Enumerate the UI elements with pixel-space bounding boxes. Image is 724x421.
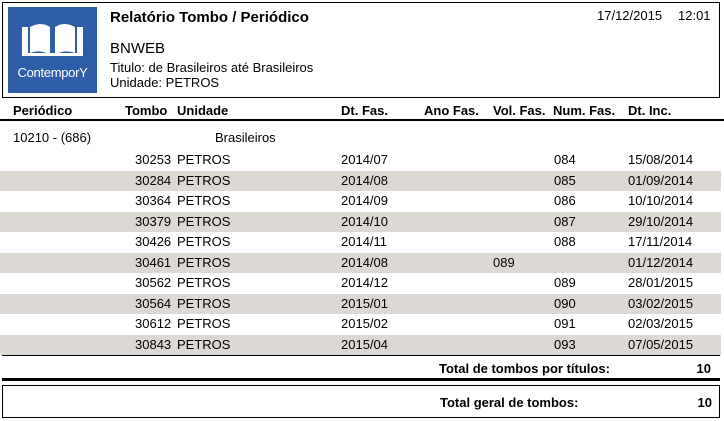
report-title: Relatório Tombo / Periódico <box>110 9 309 26</box>
table-row <box>0 191 721 212</box>
column-headers <box>0 101 724 121</box>
table-row <box>0 171 721 192</box>
cell-dt-fas: 2014/07 <box>341 152 388 167</box>
subtotal-divider <box>2 355 720 356</box>
cell-num-fas: 087 <box>554 213 576 229</box>
grand-total-value: 10 <box>697 395 712 410</box>
company-name: BNWEB <box>110 40 166 57</box>
cell-dt-inc: 10/10/2014 <box>628 193 694 208</box>
table-row <box>0 314 721 335</box>
cell-dt-fas: 2014/12 <box>341 275 388 290</box>
cell-dt-inc: 17/11/2014 <box>628 234 693 249</box>
col-num-fas: Num. Fas. <box>553 103 616 118</box>
col-periodico: Periódico <box>13 103 73 118</box>
report-date: 17/12/2015 <box>597 8 663 23</box>
cell-tombo: 30284 <box>135 172 172 188</box>
cell-dt-fas: 2014/08 <box>341 254 388 270</box>
cell-num-fas: 090 <box>554 295 576 311</box>
cell-unidade: PETROS <box>177 193 231 208</box>
cell-dt-inc: 01/12/2014 <box>628 254 694 270</box>
logo-text: ContemporY <box>17 65 88 80</box>
cell-tombo: 30364 <box>135 193 172 208</box>
col-ano-fas: Ano Fas. <box>424 103 479 118</box>
subtotal-bar <box>2 378 720 381</box>
cell-dt-inc: 15/08/2014 <box>628 152 694 167</box>
table-row <box>0 253 721 274</box>
table-row <box>0 212 721 233</box>
open-book-icon <box>8 7 97 65</box>
cell-tombo: 30562 <box>135 275 172 290</box>
subtotal-value: 10 <box>696 361 711 376</box>
cell-unidade: PETROS <box>177 213 231 229</box>
cell-tombo: 30843 <box>135 336 172 352</box>
cell-num-fas: 086 <box>554 193 576 208</box>
cell-num-fas: 091 <box>554 316 576 331</box>
cell-num-fas: 089 <box>554 275 576 290</box>
cell-unidade: PETROS <box>177 254 231 270</box>
cell-dt-inc: 28/01/2015 <box>628 275 694 290</box>
cell-dt-inc: 29/10/2014 <box>628 213 694 229</box>
cell-vol-fas: 089 <box>493 254 515 270</box>
col-tombo: Tombo <box>125 103 168 118</box>
cell-unidade: PETROS <box>177 234 231 249</box>
cell-dt-fas: 2015/01 <box>341 295 388 311</box>
cell-unidade: PETROS <box>177 316 231 331</box>
col-vol-fas: Vol. Fas. <box>493 103 546 118</box>
cell-dt-inc: 01/09/2014 <box>628 172 694 188</box>
col-unidade: Unidade <box>177 103 229 118</box>
cell-dt-fas: 2014/08 <box>341 172 388 188</box>
cell-unidade: PETROS <box>177 275 231 290</box>
table-row <box>0 232 721 253</box>
group-name: Brasileiros <box>215 130 276 145</box>
cell-tombo: 30426 <box>135 234 172 249</box>
data-rows <box>0 150 724 355</box>
cell-tombo: 30612 <box>135 316 172 331</box>
cell-dt-fas: 2014/11 <box>341 234 388 249</box>
cell-dt-inc: 03/02/2015 <box>628 295 694 311</box>
report-time: 12:01 <box>678 8 711 23</box>
cell-tombo: 30379 <box>135 213 172 229</box>
subtotal-label: Total de tombos por títulos: <box>439 361 610 376</box>
cell-dt-fas: 2015/02 <box>341 316 388 331</box>
cell-dt-fas: 2014/09 <box>341 193 388 208</box>
cell-num-fas: 093 <box>554 336 576 352</box>
cell-dt-fas: 2015/04 <box>341 336 388 352</box>
cell-tombo: 30461 <box>135 254 172 270</box>
cell-unidade: PETROS <box>177 152 231 167</box>
table-row <box>0 273 721 294</box>
grand-total-box <box>2 385 720 418</box>
company-logo <box>8 7 97 93</box>
table-row <box>0 150 721 171</box>
cell-dt-inc: 07/05/2015 <box>628 336 694 352</box>
cell-tombo: 30253 <box>135 152 172 167</box>
cell-tombo: 30564 <box>135 295 172 311</box>
table-row <box>0 335 721 356</box>
cell-unidade: PETROS <box>177 336 231 352</box>
cell-num-fas: 088 <box>554 234 576 249</box>
cell-dt-fas: 2014/10 <box>341 213 388 229</box>
title-filter: Titulo: de Brasileiros até Brasileiros <box>110 60 314 75</box>
grand-total-label: Total geral de tombos: <box>440 395 579 410</box>
cell-unidade: PETROS <box>177 295 231 311</box>
col-dt-fas: Dt. Fas. <box>341 103 388 118</box>
col-dt-inc: Dt. Inc. <box>628 103 672 118</box>
group-periodico: 10210 - (686) <box>13 130 92 145</box>
cell-unidade: PETROS <box>177 172 231 188</box>
cell-num-fas: 084 <box>554 152 576 167</box>
cell-num-fas: 085 <box>554 172 576 188</box>
table-row <box>0 294 721 315</box>
cell-dt-inc: 02/03/2015 <box>628 316 694 331</box>
unit-filter: Unidade: PETROS <box>110 75 220 90</box>
